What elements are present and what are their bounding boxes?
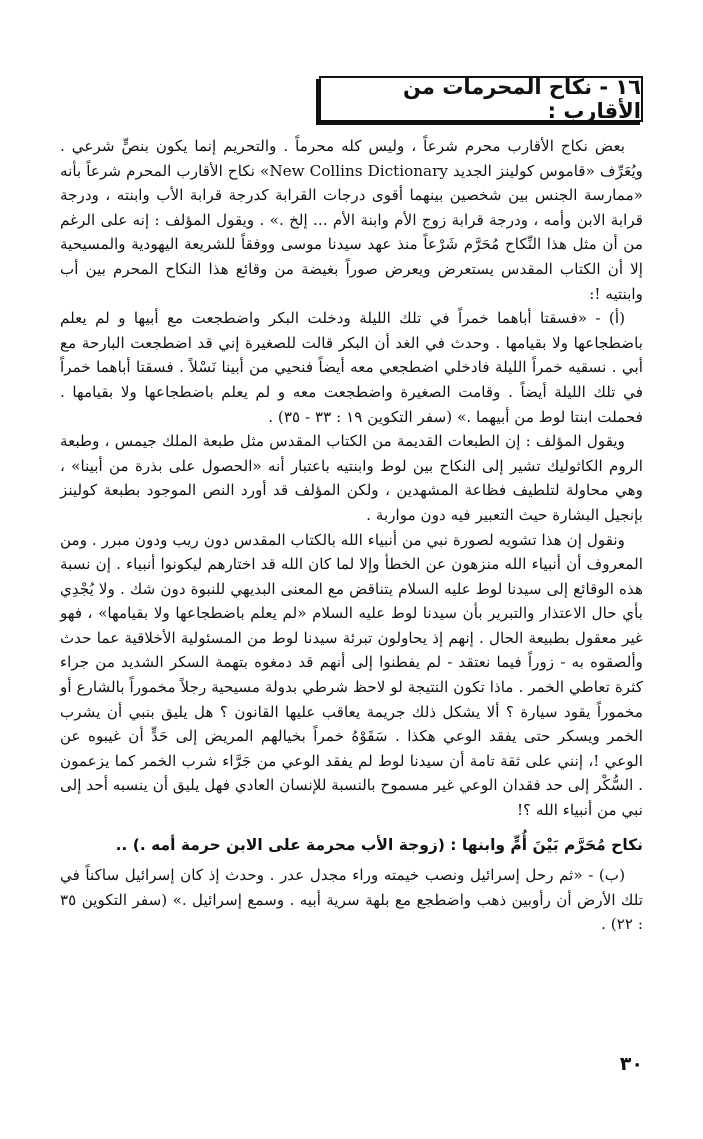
paragraph-commentary: ونقول إن هذا تشويه لصورة نبي من أنبياء الله بالكتاب المقدس دون ريب ودون مبرر . ومن المعروف أن أنبياء الله منزهون عن الخطأ وإلا لما كان الله قد اختارهم ليكونوا أنبياء . إن نسبة هذه الوقائع إلى سيدنا لوط عليه السلام يتناقض مع المعنى البديهي للنبوة دون شك . ولا يُجْدِي بأي حال الاعتذار والتبرير بأن سيدنا لوط عليه السلام «لم يعلم باضطجاعها ولا بقيامها» ، فهو غير معقول بطبيعة الحال . إنهم إذ يحاولون تبرئة سيدنا لوط من المسئولية الأخلاقية عما حدث وألصقوه به - زوراً فيما نعتقد - لم يفطنوا إلى أنهم قد دمغوه بتهمة السكر الشديد من جراء كثرة تعاطي الخمر . ماذا تكون النتيجة لو لاحظ شرطي بدولة مسيحية رجلاً مخموراً بالشارع أو مخموراً يقود سيارة ؟ ألا يشكل ذلك جريمة يعاقب عليها القانون ؟ هل يليق بنبي أن يشرب الخمر ويسكر حتى يفقد الوعي هكذا . سَقَوْهُ خمراً بخيالهم المريض إلى حَدٍّ أن غيبوه عن الوعي !، إنني على ثقة تامة أن سيدنا لوط لم يفقد الوعي من جَرَّاء شرب الخمر كما يزعمون . السُّكْر إلى حد فقدان الوعي غير مسموح بالنسبة للإنسان العادي فهل يليق أن ينسبه أحد إلى نبي من أنبياء الله ؟! [60,530,643,820]
page-number: ٣٠ [619,1053,643,1075]
section-title-box [319,76,643,122]
subheading: نكاح مُحَرَّم بَيْنَ أُمٍّ وابنها : (زوجة الأب محرمة على الابن حرمة أمه .) .. [115,835,643,854]
section-title: ١٦ - نكاح المحرمات من الأقارب : [403,75,641,123]
paragraph-quote-b: (ب) - «ثم رحل إسرائيل ونصب خيمته وراء مجدل عدر . وحدث إذ كان إسرائيل ساكناً في تلك الأرض أن رأوبين ذهب واضطجع مع بلهة سرية أبيه . وسمع إسرائيل .» (سفر التكوين ٣٥ : ٢٢) . [60,866,643,934]
paragraph-intro: بعض نكاح الأقارب محرم شرعاً ، وليس كله محرماً . والتحريم إنما يكون بنصٍّ شرعي . ويُعَرِّف «قاموس كولينز الجديد New Collins Dictionary» نكاح الأقارب المحرم شرعاً بأنه «ممارسة الجنس بين شخصين بينهما أقوى درجات القرابة كدرجة قرابة الأب وابنته ، ودرجة قرابة الابن وأمه ، ودرجة قرابة زوج الأم وابنة الأم ... إلخ .» . ويقول المؤلف : إنه على الرغم من أن مثل هذا النِّكاح مُحَرَّم شَرْعاً منذ عهد سيدنا موسى ووفقاً للشريعة اليهودية والمسيحية إلا أن الكتاب المقدس يستعرض ويعرض صوراً بغيضة من وقائع هذا النكاح المحرم بين أب وابنتيه !: [60,137,644,303]
paragraph-quote-a: (أ) - «فسقتا أباهما خمراً في تلك الليلة ودخلت البكر واضطجعت مع أبيها و لم يعلم باضطجاعها ولا بقيامها . وحدث في الغد أن البكر قالت للصغيرة إني قد اضطجعت البارحة مع أبي . نسقيه خمراً الليلة فادخلي اضطجعي معه أيضاً فنحيي من أبينا نَسْلاً . فسقتا أباهما خمراً في تلك الليلة أيضاً . وقامت الصغيرة واضطجعت معه و لم يعلم باضطجاعها ولا بقيامها . فحملت ابنتا لوط من أبيهما .» (سفر التكوين ١٩ : ٣٣ - ٣٥) . [60,309,643,426]
body-text [60,134,643,937]
paragraph-author-note: ويقول المؤلف : إن الطبعات القديمة من الكتاب المقدس مثل طبعة الملك جيمس ، وطبعة الروم الكاثوليك تشير إلى النكاح بين لوط وابنتيه باعتبار أنه «الحصول على بذرة من أبينا» ، وهي محاولة لتلطيف فظاعة المشهدين ، ولكن المؤلف قد أورد النص الموجود بطبعة كولينز بإنجيل البشارة حيث التعبير فيه دون مواربة . [60,432,643,524]
document-page [60,0,643,1139]
